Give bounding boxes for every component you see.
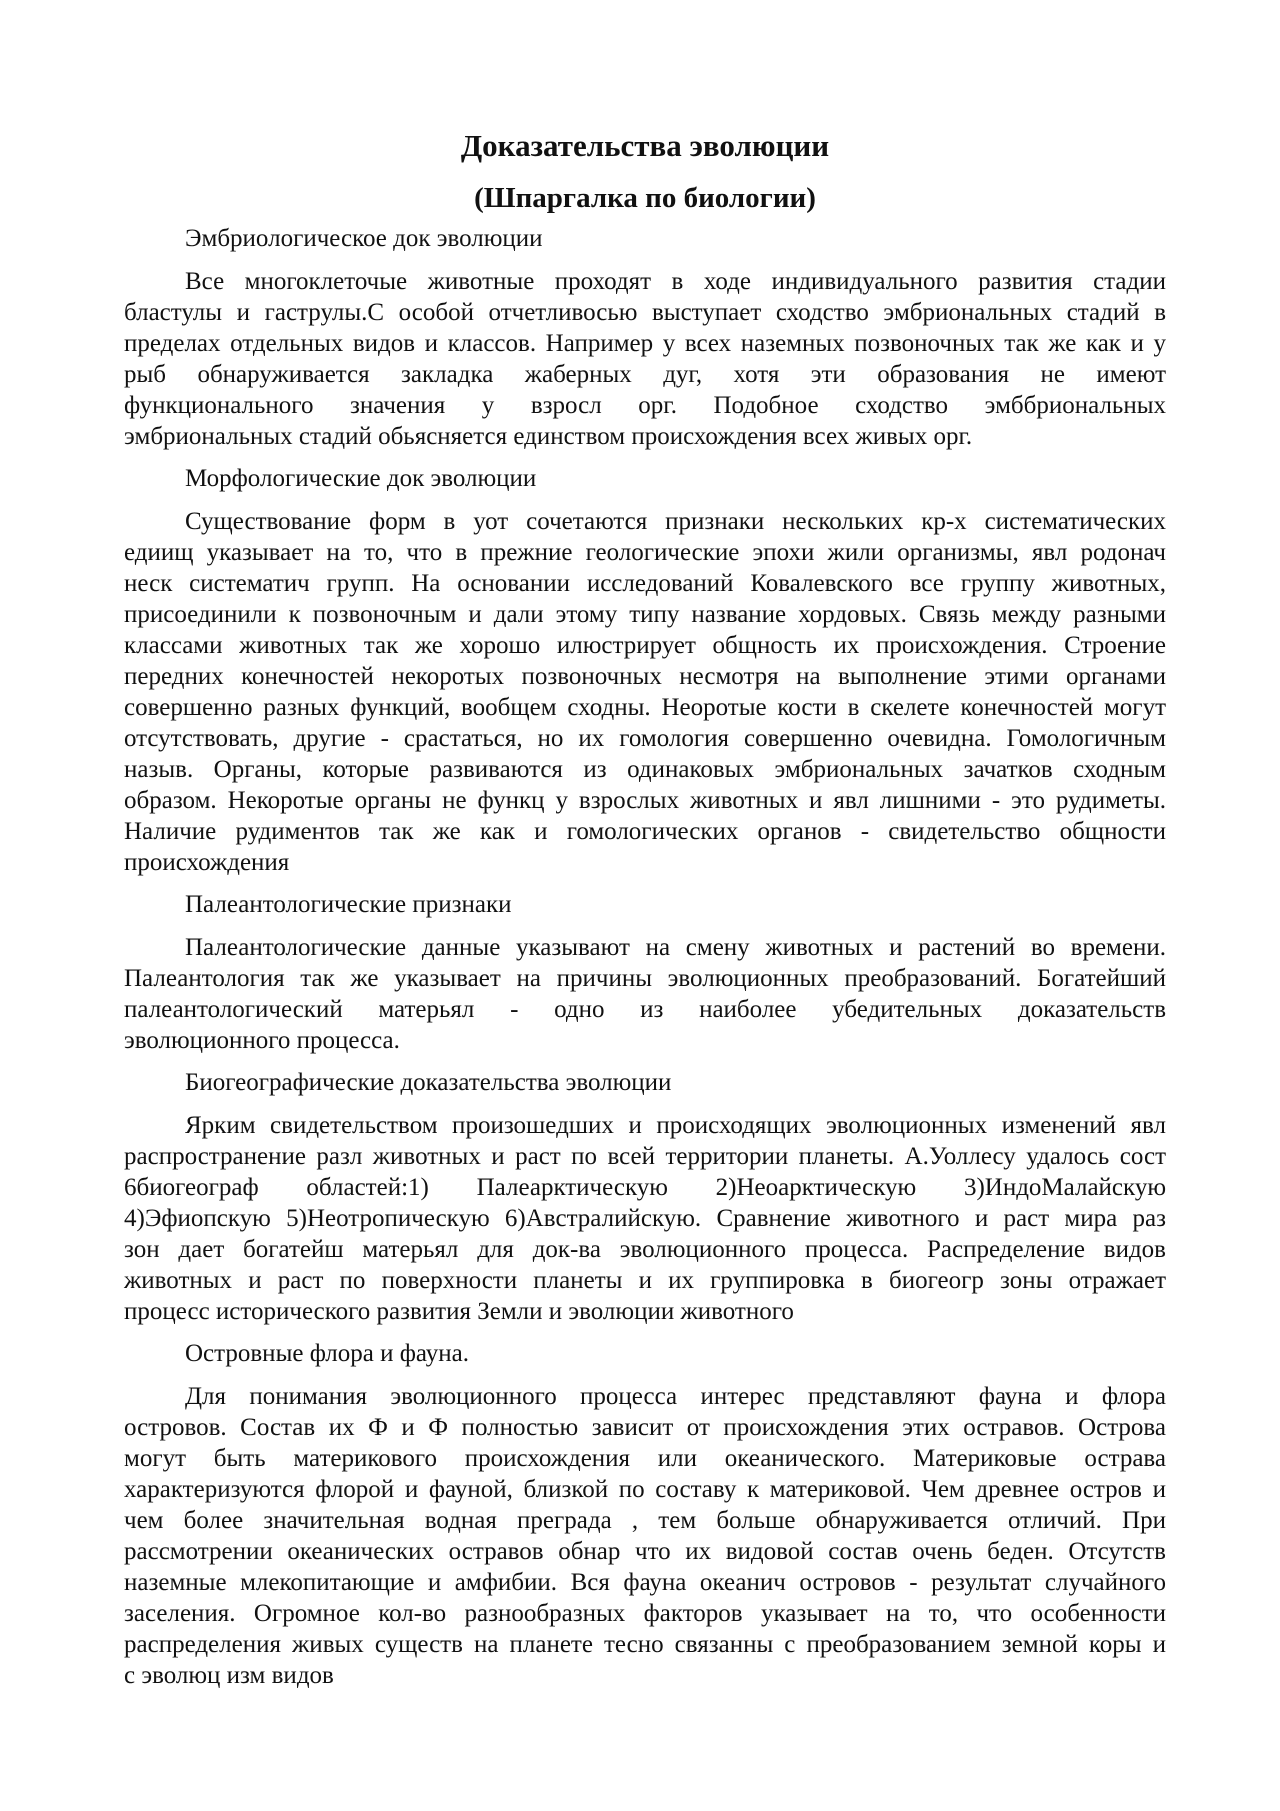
paragraph-line: животных и раст по поверхности планеты и их группировка в биогеогр зоны отражает <box>124 1267 1166 1294</box>
paragraph-line: распространение разл животных и раст по всей территории планеты. А.Уоллесу удалось сост <box>124 1143 1166 1170</box>
paragraph-line: 6биогеограф областей:1) Палеарктическую 2)Неоарктическую 3)ИндоМалайскую <box>124 1174 1166 1201</box>
paragraph-line: зон дает богатейш матерьял для док-ва эволюционного процесса. Распределение видов <box>124 1236 1166 1263</box>
document-body <box>124 223 1166 1691</box>
paragraph-line: могут быть материкового происхождения или океанического. Материковые острава <box>124 1445 1166 1472</box>
paragraph-line: чем более значительная водная преграда , тем больше обнаруживается отличий. При <box>124 1507 1166 1534</box>
paragraph-line: происхождения <box>124 849 290 876</box>
paragraph-line: Существование форм в уот сочетаются признаки нескольких кр-х систематических <box>185 508 1166 535</box>
paragraph-line: неск систематич групп. На основании исследований Ковалевского все группу животных, <box>124 570 1166 597</box>
paragraph-line: с эволюц изм видов <box>124 1662 334 1689</box>
section-paragraph <box>124 1110 1166 1327</box>
paragraph-line: едиищ указывает на то, что в прежние геологические эпохи жили организмы, явл родонач <box>124 539 1166 566</box>
paragraph-line: Наличие рудиментов так же как и гомологических органов - свидетельство общности <box>124 818 1166 845</box>
paragraph-line: Все многоклеточые животные проходят в ходе индивидуального развития стадии <box>185 268 1166 295</box>
paragraph-line: процесс исторического развития Земли и эволюции животного <box>124 1298 794 1325</box>
paragraph-line: присоединили к позвоночным и дали этому типу название хордовых. Связь между разными <box>124 601 1166 628</box>
section-heading: Палеантологические признаки <box>185 891 512 918</box>
paragraph-line: назыв. Органы, которые развиваются из одинаковых эмбриональных зачатков сходным <box>124 756 1166 783</box>
document-subtitle: (Шпаргалка по биологии) <box>474 182 816 214</box>
paragraph-line: эволюционного процесса. <box>124 1027 400 1054</box>
paragraph-line: рассмотрении океанических остравов обнар что их видовой состав очень беден. Отсутств <box>124 1538 1166 1565</box>
document-title: Доказательства эволюции <box>460 128 830 163</box>
paragraph-line: рыб обнаруживается закладка жаберных дуг, хотя эти образования не имеют <box>124 361 1166 388</box>
paragraph-line: характеризуются флорой и фауной, близкой по составу к материковой. Чем древнее остров и <box>124 1476 1166 1503</box>
paragraph-line: Палеантология так же указывает на причины эволюционных преобразований. Богатейший <box>124 965 1166 992</box>
paragraph-line: функционального значения у взросл орг. Подобное сходство эмббриональных <box>124 392 1166 419</box>
paragraph-line: отсутствовать, другие - срастаться, но их гомология совершенно очевидна. Гомологичным <box>124 725 1166 752</box>
paragraph-line: заселения. Огромное кол-во разнообразных факторов указывает на то, что особенности <box>124 1600 1166 1627</box>
paragraph-line: образом. Некоротые органы не функц у взрослых животных и явл лишними - это рудиметы. <box>124 787 1166 814</box>
paragraph-line: наземные млекопитающие и амфибии. Вся фауна океанич островов - результат случайного <box>124 1569 1166 1596</box>
paragraph-line: эмбриональных стадий обьясняется единством происхождения всех живых орг. <box>124 423 973 450</box>
paragraph-line: Ярким свидетельством произошедших и происходящих эволюционных изменений явл <box>185 1112 1166 1139</box>
section-paragraph <box>124 1381 1166 1691</box>
section-heading: Островные флора и фауна. <box>185 1340 469 1367</box>
paragraph-line: 4)Эфиопскую 5)Неотропическую 6)Австралийскую. Сравнение животного и раст мира раз <box>124 1205 1166 1232</box>
section-paragraph <box>124 932 1166 1056</box>
section-paragraph <box>124 266 1166 452</box>
paragraph-line: пределах отдельных видов и классов. Например у всех наземных позвоночных так же как и у <box>124 330 1166 357</box>
section-paragraph <box>124 506 1166 878</box>
paragraph-line: островов. Состав их Ф и Ф полностью зависит от происхождения этих остравов. Острова <box>124 1414 1166 1441</box>
section-heading: Морфологические док эволюции <box>185 465 537 492</box>
paragraph-line: палеантологический матерьял - одно из наиболее убедительных доказательств <box>124 996 1166 1023</box>
paragraph-line: классами животных так же хорошо илюстрирует общность их происхождения. Строение <box>124 632 1166 659</box>
paragraph-line: совершенно разных функций, вообщем сходны. Неоротые кости в скелете конечностей могут <box>124 694 1166 721</box>
section-heading: Биогеографические доказательства эволюции <box>185 1069 672 1096</box>
paragraph-line: бластулы и гаструлы.С особой отчетливосью выступает сходство эмбриональных стадий в <box>124 299 1166 326</box>
document-page <box>124 126 1166 1702</box>
paragraph-line: Для понимания эволюционного процесса интерес представляют фауна и флора <box>185 1383 1166 1410</box>
paragraph-line: передних конечностей некоротых позвоночных несмотря на выполнение этими органами <box>124 663 1166 690</box>
paragraph-line: распределения живых существ на планете тесно связанны с преобразованием земной коры и <box>124 1631 1166 1658</box>
paragraph-line: Палеантологические данные указывают на смену животных и растений во времени. <box>185 934 1166 961</box>
section-heading: Эмбриологическое док эволюции <box>185 225 543 252</box>
